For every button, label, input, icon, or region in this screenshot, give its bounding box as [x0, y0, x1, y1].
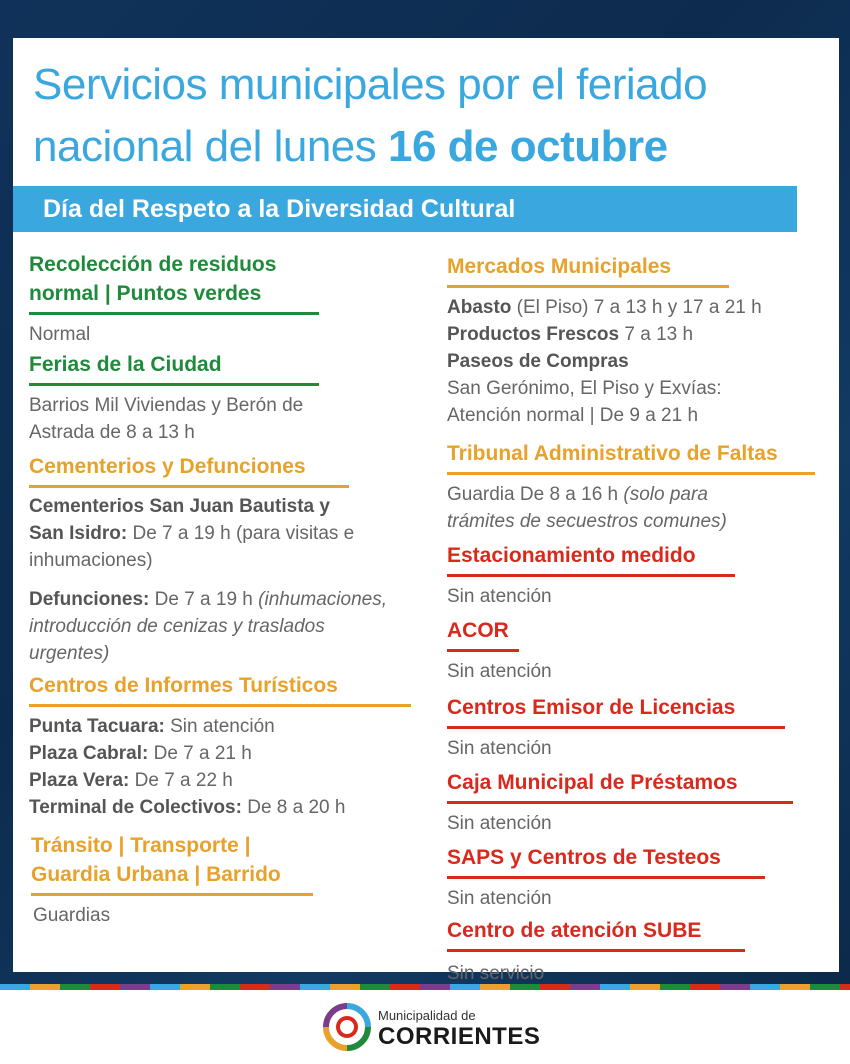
heading-ferias: Ferias de la Ciudad: [29, 350, 319, 386]
item-value: De 7 a 22 h: [129, 770, 233, 791]
text-tribunal: [447, 481, 827, 535]
subtitle-bar: [13, 186, 797, 232]
heading-cementerios: Cementerios y Defunciones: [29, 452, 349, 488]
cementerios-name-l2: San Isidro:: [29, 523, 128, 544]
text-transito: Guardias: [33, 905, 111, 926]
text-cementerios: [29, 493, 429, 574]
content-card: [13, 38, 839, 984]
heading-residuos: [29, 250, 319, 315]
logo-ring-icon: [322, 1002, 372, 1052]
subtitle: Día del Respeto a la Diversidad Cultural: [43, 195, 516, 223]
title-date: 16 de octubre: [387, 122, 668, 171]
text-mercados: [447, 294, 827, 429]
defunciones-hours: De 7 a 19 h: [149, 589, 259, 610]
municipal-logo: [322, 1002, 542, 1052]
defunciones-note-l2: introducción de cenizas y traslados: [29, 616, 325, 637]
item-value: De 7 a 21 h: [148, 743, 252, 764]
section-estacionamiento: [447, 541, 827, 610]
tribunal-note-l2: trámites de secuestros comunes): [447, 511, 727, 532]
text-caja: Sin atención: [447, 813, 552, 834]
heading-residuos-l2: normal | Puntos verdes: [29, 282, 262, 305]
tribunal-hours: Guardia De 8 a 16 h: [447, 484, 624, 505]
heading-residuos-l1: Recolección de residuos: [29, 253, 277, 276]
text-estacionamiento: Sin atención: [447, 586, 552, 607]
list-item: [29, 740, 429, 767]
paseos-label: Paseos de Compras: [447, 351, 629, 372]
frescos-label: Productos Frescos: [447, 324, 620, 345]
text-ferias: [29, 392, 429, 446]
text-defunciones: [29, 586, 429, 667]
heading-transito: [31, 831, 313, 896]
heading-licencias: Centros Emisor de Licencias: [447, 693, 785, 729]
color-stripe: [0, 984, 850, 990]
defunciones-note-l3: urgentes): [29, 643, 110, 664]
tribunal-note-l1: (solo para: [623, 484, 708, 505]
section-residuos: [29, 250, 429, 348]
abasto-hours: (El Piso) 7 a 13 h y 17 a 21 h: [511, 297, 762, 318]
item-label: Plaza Cabral:: [29, 743, 149, 764]
heading-sube: Centro de atención SUBE: [447, 916, 745, 952]
title-line2-prefix: nacional del lunes: [33, 122, 388, 171]
defunciones-label: Defunciones:: [29, 589, 150, 610]
heading-acor: ACOR: [447, 616, 519, 652]
section-tribunal: [447, 439, 827, 535]
text-saps: Sin atención: [447, 888, 552, 909]
text-residuos: Normal: [29, 324, 91, 345]
heading-estacionamiento: Estacionamiento medido: [447, 541, 735, 577]
cementerios-hours: De 7 a 19 h (para visitas e: [127, 523, 355, 544]
paseos-l1: San Gerónimo, El Piso y Exvías:: [447, 378, 722, 399]
page-title: [33, 54, 823, 178]
section-acor: [447, 616, 827, 685]
section-turisticos: [29, 671, 429, 821]
section-licencias: [447, 693, 827, 762]
item-label: Punta Tacuara:: [29, 716, 165, 737]
heading-transito-l2: Guardia Urbana | Barrido: [31, 863, 281, 886]
heading-transito-l1: Tránsito | Transporte |: [31, 834, 251, 857]
list-turisticos: [29, 713, 429, 821]
text-acor: Sin atención: [447, 661, 552, 682]
logo-big-text: CORRIENTES: [378, 1023, 541, 1050]
item-label: Terminal de Colectivos:: [29, 797, 242, 818]
section-mercados: [447, 252, 827, 429]
list-item: [29, 713, 429, 740]
item-value: Sin atención: [164, 716, 275, 737]
text-sube: Sin servicio: [447, 963, 545, 984]
left-column: [29, 250, 429, 929]
cementerios-name-l1: Cementerios San Juan Bautista y: [29, 496, 330, 517]
text-ferias-l2: Astrada de 8 a 13 h: [29, 422, 195, 443]
heading-mercados: Mercados Municipales: [447, 252, 729, 288]
defunciones-note-l1: (inhumaciones,: [258, 589, 387, 610]
item-label: Plaza Vera:: [29, 770, 130, 791]
cementerios-note: inhumaciones): [29, 550, 153, 571]
section-saps: [447, 843, 827, 912]
logo-small-text: Municipalidad de: [378, 1008, 476, 1023]
text-ferias-l1: Barrios Mil Viviendas y Berón de: [29, 395, 304, 416]
list-item: [29, 794, 429, 821]
paseos-l2: Atención normal | De 9 a 21 h: [447, 405, 699, 426]
list-item: [29, 767, 429, 794]
heading-tribunal: Tribunal Administrativo de Faltas: [447, 439, 815, 475]
section-cementerios: [29, 452, 429, 667]
text-licencias: Sin atención: [447, 738, 552, 759]
section-sube: [447, 916, 827, 987]
frescos-hours: 7 a 13 h: [619, 324, 694, 345]
abasto-label: Abasto: [447, 297, 512, 318]
heading-caja: Caja Municipal de Préstamos: [447, 768, 793, 804]
section-transito: [29, 831, 429, 929]
title-line1: Servicios municipales por el feriado: [33, 60, 708, 109]
right-column: [447, 252, 827, 987]
item-value: De 8 a 20 h: [241, 797, 346, 818]
section-caja: [447, 768, 827, 837]
section-ferias: [29, 350, 429, 446]
heading-turisticos: Centros de Informes Turísticos: [29, 671, 411, 707]
heading-saps: SAPS y Centros de Testeos: [447, 843, 765, 879]
